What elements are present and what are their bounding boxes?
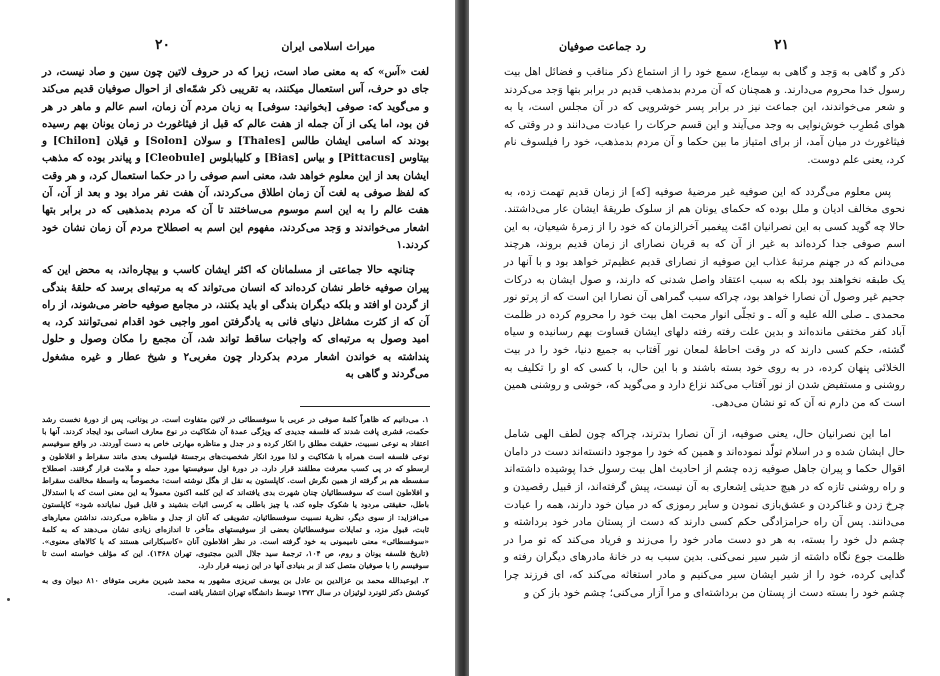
left-page-header [155, 37, 375, 60]
footnote: ۲. ابوعبدالله محمد بن عزالدین بن عادل بن یوسف تبریزی مشهور به محمد شیرین مغربی متوفای ۸۱۰ دیوان وی به کوشش دکتر لئونرد لوئیزان در سال ۱۳۷۲ توسط دانشگاه تهران انتشار یافته است. [42, 575, 429, 597]
paragraph: پس معلوم می‌گردد که این صوفیه غیر مرضیهٔ صوفیه [که] از زمان قدیم تهمت زده، به نحوی مخالف ادیان و ملل بوده که حکمای یونان هم از سلوک طریقهٔ ایشان عار می‌داشتند. حالا چه گوید کسی به این نصرانیان امّت پیغمبر آخرالزمان که خود را از زمرهٔ شیعیان، به این اسم صوفی جدا کرده‌اند به غیر از آن که به قربان نصارای از زمان قدیم بروند، هرچند می‌دانم که در جهنم مرتبهٔ عذاب این صوفیه از نصارای قدیم عظیم‌تر خواهد بود و با آنها در یک طبقه نخواهند بود بلکه به سبب اعتقاد واصل شدنی که دارند، و صول ایشان به درکات جحیم غیر وصول آن نصارا خواهد بود، چراکه سبب گمراهی آن نصارا این است که از پرتو نور محمدی ـ صلی الله علیه و آله ـ و تجلّی انوار محبت اهل بیت خود را محروم کرده در ظلمت آباد کفر مختفی مانده‌اند و بدین علت رفته رفته دلهای ایشان قساوت بهم رسانیده و سیاه گشته، حکم کسی دارند که در وقت احاطهٔ لمعان نور آفتاب به جمیع دنیا، خود را در بیت الخلائی پنهان کرده، در به روی خود بسته باشند و با این حال، با کسی که او را تکلیف به روشنی و مستفیض شدن از نور آفتاب می‌کند نزاع دارد و می‌گوید که، خوشی و روشنی همین است که من دارم نه آن که تو نشان می‌دهی. [504, 185, 905, 409]
right-body-text [504, 64, 905, 616]
footnotes [42, 414, 429, 601]
scan-speck [7, 598, 10, 601]
paragraph: چنانچه حالا جماعتی از مسلمانان که اکثر ایشان کاسب و بیچاره‌اند، به محض این که پیران صوفیه خاطر نشان کرده‌اند که انسان می‌تواند که به مرتبه‌ای برسد که حلقهٔ بندگی از گردن او افتد و بلکه دیگران بندگی او باید بکنند، در مجامع صوفیه حاضر می‌شوند، از راه آن که از کثرت مشاغل دنیای فانی به یادگرفتن امور واجبی خود اقدام نمی‌توانند کرد، به امید وصول به مرتبه‌ای که واجبات ساقط تواند شد، آن مجمع را مکان وصول و حلول پنداشته به خواندن اشعار مردم بدکردار چون مغربی۲ و شیخ عطار و غیره مشغول می‌گردند و گاهی به [42, 264, 429, 381]
left-body-text [42, 64, 429, 391]
paragraph: لغت «آس» که به معنی صاد است، زیرا که در حروف لاتین چون سین و صاد نیست، در جای دو حرف، آس استعمال میکنند، به تقریبی ذکر شمّه‌ای از احوال صوفیان قدیم می‌کند و می‌گوید که: صوفی [بخوانید: سوفی] به زبان مردم آن زمان، اسم عالم و ماهر در هر فن بود، اما یکی از آن جمله از هفت عالم که قبل از فیثاغورث در زمان یونان بهم رسیده بودند که اسامی ایشان طالس [Thales] و سولان [Solon] و قیلان [Chilon] و بیتاوس [Pittacus] و بیاس [Bias] و کلیبابلوس [Cleobule] و پیاندر بوده که مذهب ایشان بعد از این معلوم خواهد شد، معنی اسم صوفی را در حکما استعمال کرد، و هر وقت که لفظ صوفی به لغت آن زمان اطلاق می‌کردند، آن هفت نفر مراد بود و بعد از آن، آن هفت عالم را به این اسم موسوم می‌ساختند تا آن که مردم بدمذهبی که در برابر بتها اشعار می‌خواندند و وَجد می‌کردند، مفهوم این اسم به اصطلاح مردم آن زمان نشان خود کردند.۱ [42, 66, 430, 251]
left-page-number: ۲۰ [155, 37, 171, 53]
right-page-number: ۲۱ [773, 37, 789, 53]
left-page [0, 0, 455, 676]
paragraph: اما این نصرانیان حال، یعنی صوفیه، از آن نصارا بدترند، چراکه چون لطف الهی شامل حال ایشان شده و در اسلام تولّد نموده‌اند و همین که خود را موجود دانسته‌اند دست در دامان اقوال حکما و پیران جاهل صوفیه زده چشم از احادیث اهل بیت رسول خدا پوشیده داشته‌اند و راه روشنی تازه که در هیچ حدیثی اِشعاری به آن نیست، پیش گرفته‌اند، از قبیل رقصیدن و چرخ زدن و غناکردن و عشق‌بازی نمودن و سایر رموزی که در میان خود دارند، همه را عبادت می‌دانند. پس آن راه حرامزادگی حکم کسی دارند که دست از پستان مادر خود برداشته و چشم دل خود را بسته، به هر دو دست مادر خود را می‌زند و فریاد می‌کند که تو مرا در ظلمت جوع نگاه داشته از شیر سیر نمی‌کنی. بدین سبب به در خانهٔ مادرهای دیگران رفته و گدایی کرده، خود را از شیر ایشان سیر می‌کنیم و مادر استغاثه می‌کند که، ای فرزند چرا چشم خود را بسته دست از پستان من برداشته‌ای و مرا آزار می‌کنی؛ چشم خود باز کن و [504, 428, 905, 599]
book-gutter [455, 0, 469, 676]
left-running-title: میراث اسلامی ایران [281, 40, 375, 53]
right-running-title: رد جماعت صوفیان [559, 40, 646, 53]
right-page [469, 0, 940, 676]
right-page-header [559, 37, 789, 60]
paragraph: ذکر و گاهی به وَجد و گاهی به سِماع، سمع خود را از استماع ذکر مناقب و فضائل اهل بیت رسول خدا محروم می‌دارند. و همچنان که آن مردم بدمذهب قدیم در برابر بتها وَجد می‌کردند و شعر می‌خواندند، این جماعت نیز در برابر پسر خوشرویی که در آن مجلس است، یا به هوای مُطرِب خوش‌نوایی به وجد می‌آیند و این قسم حرکات را عبادت می‌دانند و در وقتی که فیثاغورث در میان آمد، از برای امتیاز ما بین حکما و آن مردم بدمذهب، خود را فیلسوف نام کرد، یعنی علم دوست. [504, 66, 905, 166]
footnote-divider [300, 406, 430, 407]
footnote: ۱. می‌دانیم که ظاهراً کلمهٔ صوفی در عربی با سوفسطائی در لاتین متفاوت است. در یونانی، پس از دورهٔ نخست رشد حکمت، قشری پافت شدند که فلسفه جدیدی که ویژگی عمدهٔ آن شکاکیت در نوع معارف انسانی بود ایجاد کردند. آنها با اعتقاد به نوعی نسبیت، حقیقت مطلق را انکار کرده و در جدل و مناظره مهارتی خاص به دست آوردند. در واقع سوفیسم نوعی فلسفه است همراه با شکاکیت و لذا مورد انکار شخصیت‌های برجستهٔ فیلسوف بعدی مانند سقراط و افلاطون و ارسطو که در پی کسب معرفت مطلقند قرار دارد. در دورهٔ اول سوفیستها مورد حمله و ملامت قرار گرفتند. اصطلاح سفسطه هم بر گرفته از همین نگرش است. کاپلستون به نقل از هگل نوشته است: مخصوصاً به واسطهٔ مخالفت سقراط و افلاطون است که سوفسطائیان چنان شهرت بدی یافته‌اند که این کلمه اکنون معمولاً به این معنی است که با استدلال باطل، حقیقتی مردود یا شکوک جلوه کند، یا چیز باطلی به کرسی اثبات بنشیند و قابل قبول نمایانده شود» کاپلستون می‌افزاید: از سوی دیگر، نظریهٔ نسبیت سوفسطائیان، تشویقی که آنان از جدل و مناظره می‌کردند، نداشتن معیارهای ثابت، قبول مزد، و تمایلات سوفسطائیان بعضی از سوفیستهای متأخر، تا اندازه‌ای زیادی نشان می‌دهند که به کلمهٔ «سوفسطائی» معنی نامیمونی به خود گرفته است. در نظر افلاطون آنان «کاسبکارانی هستند که با کالاهای معنوی». (تاریخ فلسفه یونان و روم، ص ۱۰۴، ترجمهٔ سید جلال الدین مجتبوی، تهران ۱۳۶۸). این که مؤلف خواسته است تا سوفیسم را با صوفیان متصل کند از بر بنیادی آنها در این زمینه قرار دارد. [42, 415, 429, 571]
